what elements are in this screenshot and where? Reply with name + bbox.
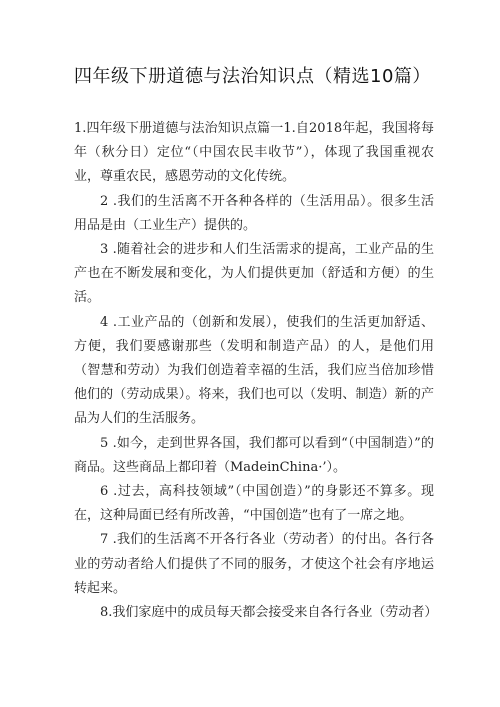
- paragraph-6: 6 .过去，高科技领域”（中国创造）”的身影还不算多。现在，这种局面已经有所改善，“中国创造”也有了一席之地。: [74, 484, 434, 524]
- paragraph-5: 5 .如今，走到世界各国，我们都可以看到“（中国制造）”的商品。这些商品上都印着（MadeinChina·’）。: [74, 435, 434, 475]
- paragraph-7: 7 .我们的生活离不开各行各业（劳动者）的付出。各行各业的劳动者给人们提供了不同的服务，才使这个社会有序地运转起来。: [74, 532, 434, 596]
- document-body: [74, 117, 438, 625]
- paragraph-8: 8.我们家庭中的成员每天都会接受来自各行各业（劳动者）: [100, 605, 438, 621]
- paragraph-1: 1.四年级下册道德与法治知识点篇一1.自2018年起，我国将每年（秋分日）定位“（中国农民丰收节”），体现了我国重视农业，尊重农民，感恩劳动的文化传统。: [74, 121, 434, 185]
- paragraph-2: 2 .我们的生活离不开各种各样的（生活用品）。很多生活用品是由（工业生产）提供的。: [74, 193, 434, 233]
- paragraph-4: 4 .工业产品的（创新和发展），使我们的生活更加舒适、方便，我们要感谢那些（发明和制造产品）的人，是他们用（智慧和劳动）为我们创造着幸福的生活，我们应当倍加珍惜他们的（劳动成果）。将来，我们也可以（发明、制造）新的产品为人们的生活服务。: [74, 314, 434, 427]
- paragraph-3: 3 .随着社会的进步和人们生活需求的提高，工业产品的生产也在不断发展和变化，为人们提供更加（舒适和方便）的生活。: [74, 242, 434, 306]
- document-title: 四年级下册道德与法治知识点（精选10篇）: [74, 66, 431, 87]
